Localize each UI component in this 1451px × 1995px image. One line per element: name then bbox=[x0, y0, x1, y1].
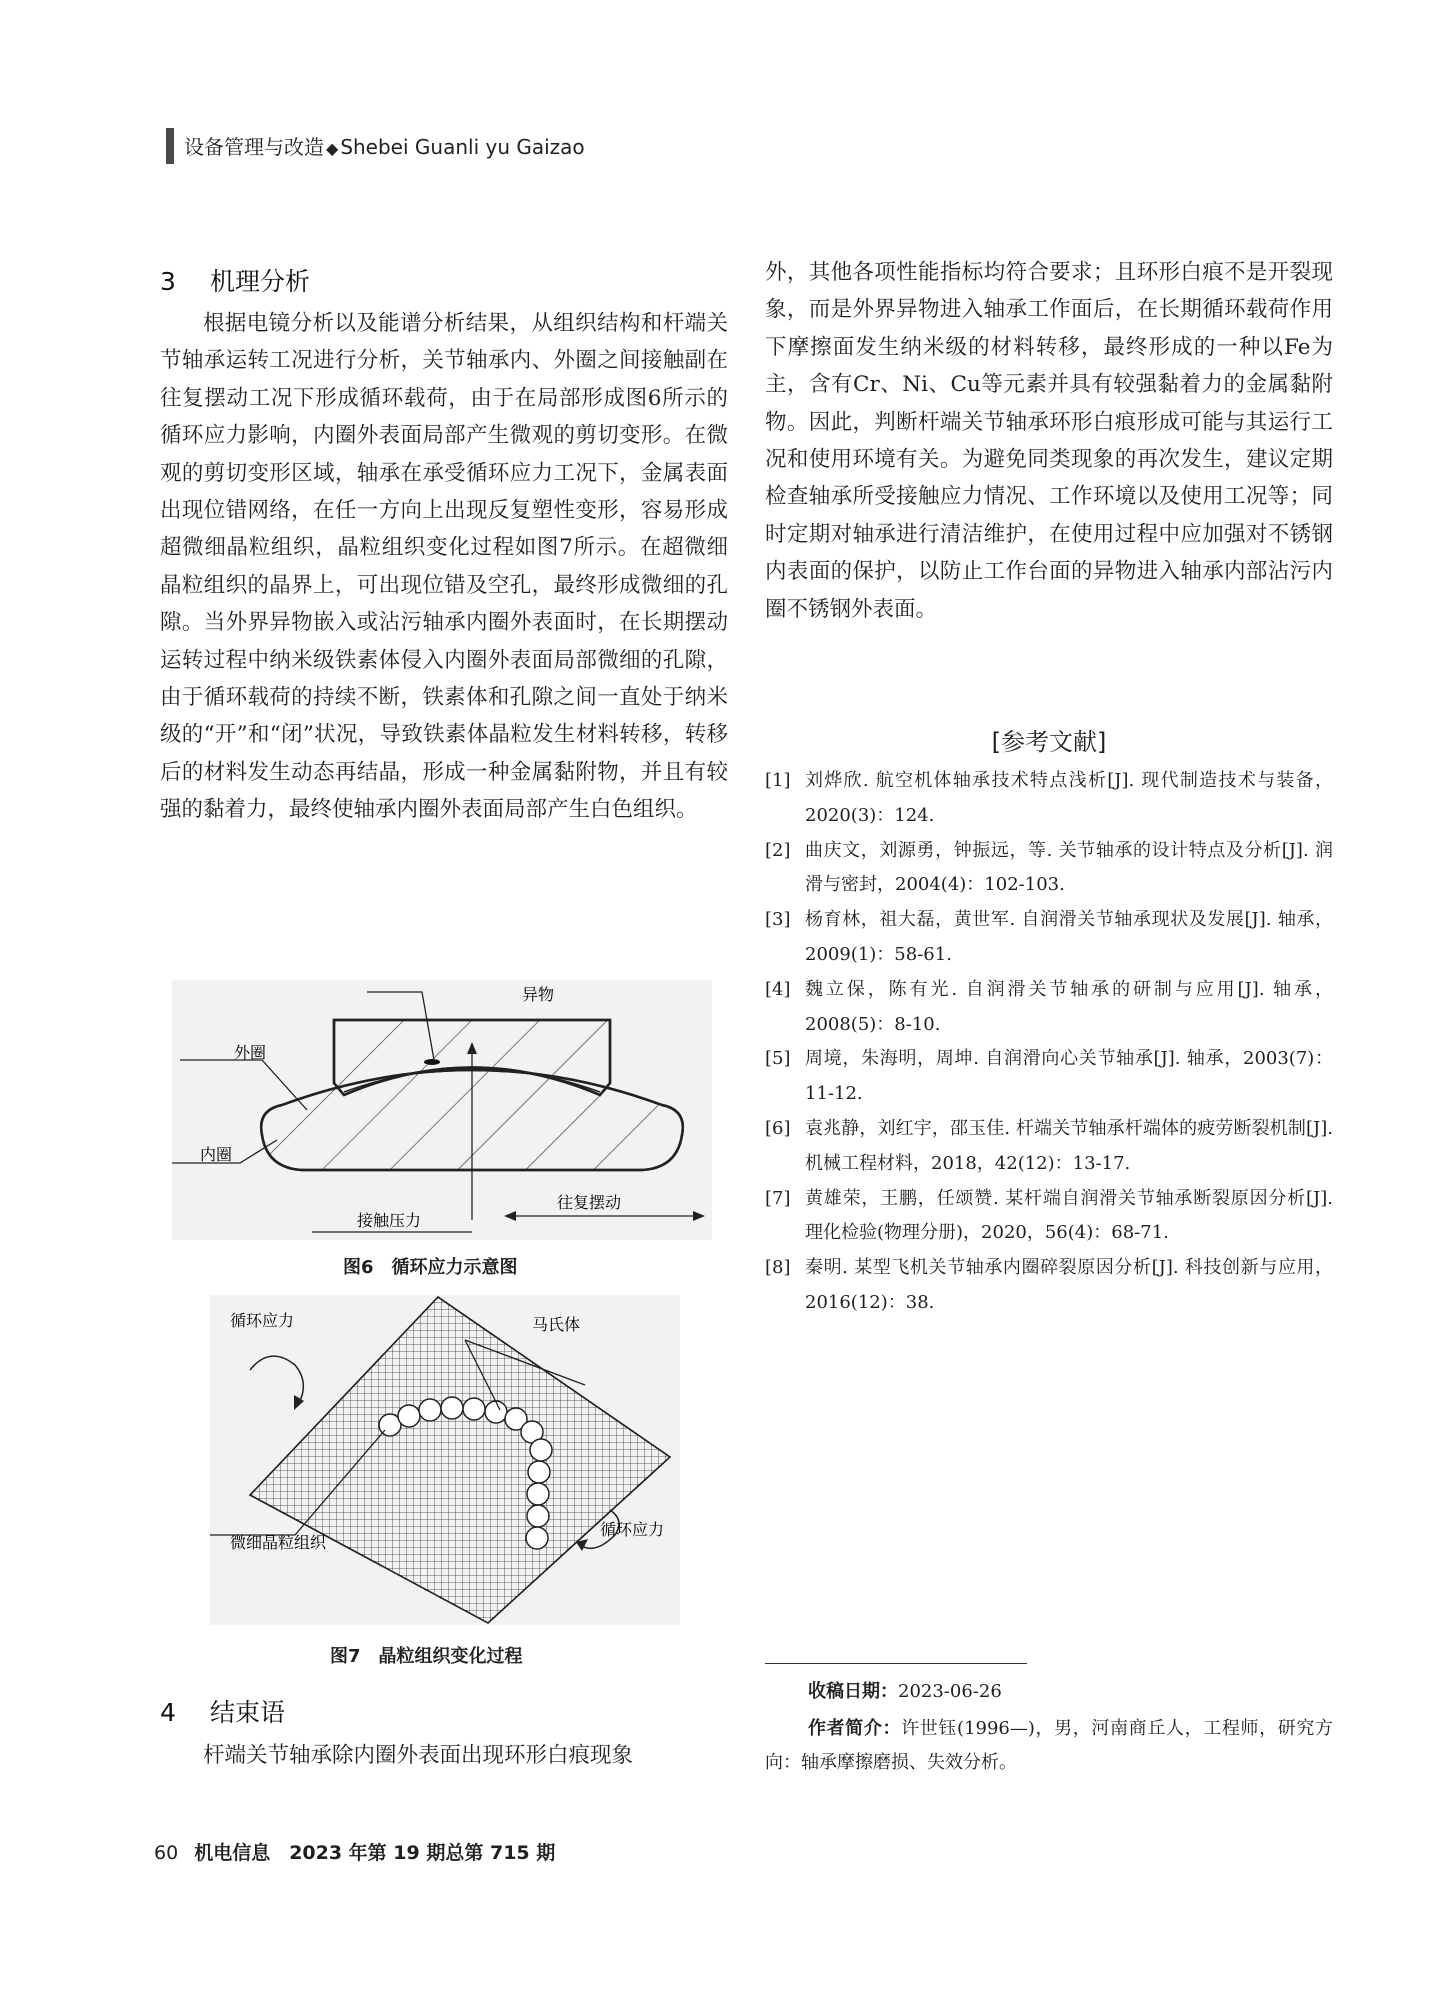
grain-circle bbox=[527, 1483, 549, 1505]
grain-circle bbox=[530, 1439, 552, 1461]
figure-7-diagram bbox=[210, 1295, 680, 1625]
references-list bbox=[765, 764, 1333, 1321]
section-3-title: 机理分析 bbox=[210, 267, 311, 296]
reference-item: [1] 刘烨欣. 航空机体轴承技术特点浅析[J]. 现代制造技术与装备，2020(3)：124. bbox=[765, 770, 1333, 826]
reference-item: [6] 袁兆静，刘红宇，邵玉佳. 杆端关节轴承杆端体的疲劳断裂机制[J]. 机械工程材料，2018，42(12)：13-17. bbox=[765, 1117, 1333, 1174]
label-outer-ring: 外圈 bbox=[234, 1043, 267, 1062]
figure-6-number: 图6 bbox=[343, 1257, 374, 1278]
reference-item: [7] 黄雄荣，王鹏，任颂赞. 某杆端自润滑关节轴承断裂原因分析[J]. 理化检验(物理分册)，2020，56(4)：68-71. bbox=[765, 1187, 1333, 1244]
label-cyclic-stress-2: 循环应力 bbox=[600, 1520, 665, 1539]
section-3-heading bbox=[160, 262, 310, 298]
grain-circle bbox=[527, 1505, 549, 1527]
figure-7-caption bbox=[330, 1642, 523, 1668]
foreign-matter-particle bbox=[424, 1059, 440, 1065]
reference-item: [4] 魏立保，陈有光. 自润滑关节轴承的研制与应用[J]. 轴承，2008(5)：8-10. bbox=[765, 978, 1333, 1035]
received-label: 收稿日期： bbox=[808, 1681, 898, 1702]
grain-circle bbox=[398, 1405, 420, 1427]
section-3-number: 3 bbox=[160, 267, 176, 296]
grain-circle bbox=[528, 1461, 550, 1483]
reference-item: [8] 秦明. 某型飞机关节轴承内圈碎裂原因分析[J]. 科技创新与应用，2016(12)：38. bbox=[765, 1257, 1333, 1313]
page-number: 60 bbox=[154, 1842, 179, 1864]
author-bio bbox=[765, 1712, 1333, 1780]
figure-6-caption bbox=[343, 1253, 518, 1279]
section-4-heading bbox=[160, 1693, 285, 1729]
header-title-cn: 设备管理与改造 bbox=[184, 135, 324, 159]
grain-circle bbox=[441, 1397, 463, 1419]
grain-circle bbox=[463, 1398, 485, 1420]
section-4-paragraph-continued: 外，其他各项性能指标均符合要求；且环形白痕不是开裂现象，而是外界异物进入轴承工作面后，在长期循环载荷作用下摩擦面发生纳米级的材料转移，最终形成的一种以Fe为主，含有Cr、Ni、Cu等元素并具有较强黏着力的金属黏附物。因此，判断杆端关节轴承环形白痕形成可能与其运行工况和使用环境有关。为避免同类现象的再次发生，建议定期检查轴承所受接触应力情况、工作环境以及使用工况等；同时定期对轴承进行清洁维护，在使用过程中应加强对不锈钢内表面的保护，以防止工作台面的异物进入轴承内部沾污内圈不锈钢外表面。 bbox=[765, 260, 1333, 622]
label-reciprocating: 往复摆动 bbox=[557, 1193, 622, 1212]
section-4-title: 结束语 bbox=[210, 1698, 286, 1727]
label-contact-pressure: 接触压力 bbox=[357, 1211, 422, 1230]
label-foreign-matter: 异物 bbox=[522, 985, 555, 1004]
header-bar bbox=[166, 128, 174, 164]
diamond-icon: ◆ bbox=[326, 139, 339, 158]
page-footer bbox=[154, 1838, 555, 1865]
grain-circle bbox=[485, 1401, 507, 1423]
figure-7-number: 图7 bbox=[330, 1646, 361, 1667]
running-header bbox=[184, 131, 585, 160]
header-title-en: Shebei Guanli yu Gaizao bbox=[340, 135, 585, 159]
received-date bbox=[765, 1675, 1333, 1709]
figure-6-diagram bbox=[172, 980, 712, 1240]
grain-circle bbox=[526, 1527, 548, 1549]
section-4-paragraph-start: 杆端关节轴承除内圈外表面出现环形白痕现象 bbox=[203, 1743, 634, 1768]
journal-info: 机电信息 2023 年第 19 期总第 715 期 bbox=[194, 1842, 556, 1864]
footnote-rule bbox=[765, 1663, 1027, 1664]
section-3-paragraph: 根据电镜分析以及能谱分析结果，从组织结构和杆端关节轴承运转工况进行分析，关节轴承内、外圈之间接触副在往复摆动工况下形成循环载荷，由于在局部形成图6所示的循环应力影响，内圈外表面局部产生微观的剪切变形。在微观的剪切变形区域，轴承在承受循环应力工况下，金属表面出现位错网络，在任一方向上出现反复塑性变形，容易形成超微细晶粒组织，晶粒组织变化过程如图7所示。在超微细晶粒组织的晶界上，可出现位错及空孔，最终形成微细的孔隙。当外界异物嵌入或沾污轴承内圈外表面时，在长期摆动运转过程中纳米级铁素体侵入内圈外表面局部微细的孔隙，由于循环载荷的持续不断，铁素体和孔隙之间一直处于纳米级的“开”和“闭”状况，导致铁素体晶粒发生材料转移，转移后的材料发生动态再结晶，形成一种金属黏附物，并且有较强的黏着力，最终使轴承内圈外表面局部产生白色组织。 bbox=[160, 311, 728, 823]
references-title: [参考文献] bbox=[991, 728, 1107, 756]
grain-circle bbox=[419, 1399, 441, 1421]
reference-item: [3] 杨育林，祖大磊，黄世军. 自润滑关节轴承现状及发展[J]. 轴承，2009(1)：58-61. bbox=[765, 909, 1333, 965]
author-label: 作者简介： bbox=[808, 1718, 902, 1739]
section-4-number: 4 bbox=[160, 1698, 176, 1727]
reference-item: [2] 曲庆文，刘源勇，钟振远，等. 关节轴承的设计特点及分析[J]. 润滑与密封，2004(4)：102-103. bbox=[765, 839, 1333, 896]
received-value: 2023-06-26 bbox=[898, 1681, 1002, 1702]
label-martensite: 马氏体 bbox=[532, 1315, 581, 1334]
label-fine-grain: 微细晶粒组织 bbox=[230, 1533, 327, 1552]
figure-7-title: 晶粒组织变化过程 bbox=[378, 1646, 523, 1667]
figure-6-title: 循环应力示意图 bbox=[391, 1257, 518, 1278]
label-inner-ring: 内圈 bbox=[200, 1145, 233, 1164]
reference-item: [5] 周境，朱海明，周坤. 自润滑向心关节轴承[J]. 轴承，2003(7)：11-12. bbox=[765, 1048, 1333, 1105]
author-value: 许世钰(1996—)，男，河南商丘人，工程师，研究方向：轴承摩擦磨损、失效分析。 bbox=[765, 1718, 1333, 1773]
label-cyclic-stress-1: 循环应力 bbox=[230, 1311, 295, 1330]
